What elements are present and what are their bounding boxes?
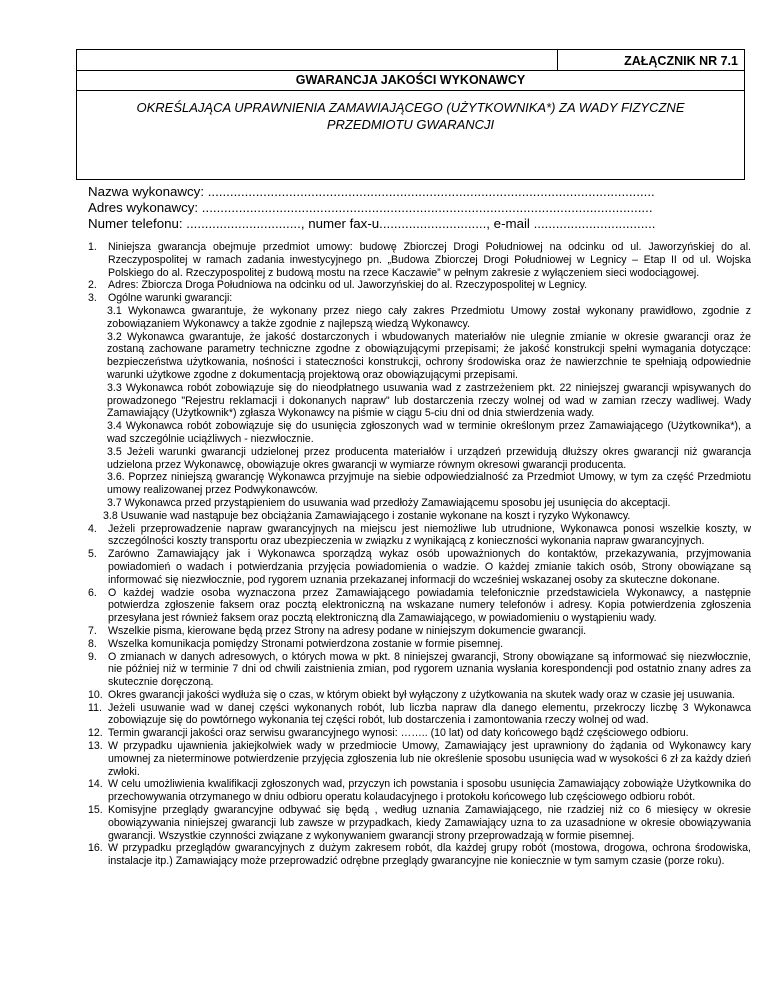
item-number: 1. [88,241,97,253]
item-number: 15. [88,804,103,817]
item-number: 13. [88,740,103,753]
sub-item: 3.1 Wykonawca gwarantuje, że wykonany przez niego cały zakres Przedmiotu Umowy został wykonany prawidłowo, zgodnie z zobowiązaniem Wykonawcy a także zgodnie z najlepszą wiedzą Wykonawcy. [107,304,751,330]
item-number: 6. [88,586,97,599]
sub-item: 3.5 Jeżeli warunki gwarancji udzielonej przez producenta materiałów i urządzeń przewidują dłuższy okres gwarancji niż gwarancja udzielona przez Wykonawcę, obowiązuje okres gwarancji w wymiarze równym okresowi gwarancji producenta. [107,445,751,471]
sub-item: 3.4 Wykonawca robót zobowiązuje się do usunięcia zgłoszonych wad w terminie określonym przez Zamawiającego (Użytkownika*), a wad szczególnie uciążliwych - niezwłocznie. [107,420,751,445]
attachment-label: ZAŁĄCZNIK NR 7.1 [624,54,738,68]
item-number: 12. [88,727,103,740]
item-text: W celu umożliwienia kwalifikacji zgłoszonych wad, przyczyn ich powstania i sposobu usunięcia Zamawiający zobowiąże Użytkownika do przechowywania otrzymanego w dniu odbioru operatu kolaudacyjnego i protokołu końcowego lub częściowego odbioru robót. [108,778,751,804]
divider [77,70,744,71]
item-text: Adres: Zbiorcza Droga Południowa na odcinku od ul. Jaworzyńskiej do al. Rzeczypospolitej w Legnicy. [108,279,588,292]
document-subtitle-line-1: OKREŚLAJĄCA UPRAWNIENIA ZAMAWIAJĄCEGO (UŻYTKOWNIKA*) ZA WADY FIZYCZNE [136,100,685,115]
list-item [88,689,751,702]
document-subtitle-line-2: PRZEDMIOTU GWARANCJI [326,117,495,132]
list-item [88,804,751,842]
contractor-address-line: Adres wykonawcy: .......................................................................................................................... [88,200,653,215]
list-item [88,241,751,279]
list-item [88,651,751,689]
sub-item: 3.6. Poprzez niniejszą gwarancję Wykonawca przyjmuje na siebie odpowiedzialność za Przedmiot Umowy, w tym za część Przedmiotu umowy realizowanej przez Podwykonawców. [107,471,751,497]
document-title: GWARANCJA JAKOŚCI WYKONAWCY [295,73,526,87]
list-item [88,638,751,651]
item-number: 10. [88,688,103,701]
item-number: 8. [88,637,97,650]
item-text: Komisyjne przeglądy gwarancyjne odbywać się będą , według uznania Zamawiającego, nie rzadziej niż co 6 miesięcy w okresie obowiązywania niniejszej gwarancji lub zawsze w przypadkach, kiedy Zamawiający uzna to za uzasadnione w okresie obowiązywania gwarancji. Wszystkie czynności związane z wykonywaniem gwarancji strony przeprowadzają w formie pisemnej. [108,804,751,842]
header-box [76,49,745,180]
item-number: 5. [88,548,97,561]
item-text: Zarówno Zamawiający jak i Wykonawca sporządzą wykaz osób upoważnionych do kontaktów, przekazywania, przyjmowania powiadomień o wadach i potwierdzania przyjęcia powiadomienia o wadzie. O każdej zmianie takich osób, Strony obowiązane są informować się niezwłocznie, pod rygorem uznania przekazanej informacji do wcześniej wskazanej osoby za skuteczne dokonane. [108,548,751,586]
sub-item: 3.2 Wykonawca gwarantuje, że jakość dostarczonych i wbudowanych materiałów nie ulegnie zmianie w okresie gwarancji oraz że zostaną zachowane parametry techniczne zgodne z obowiązującymi przepisami; że jakość konstrukcji spełni wymagania dotyczące: bezpieczeństwa użytkowania, nośności i stateczności konstrukcji, ochrony środowiska oraz że nawierzchnie te spełniają odpowiednie warunki użytkowe zgodne z dokumentacją projektową oraz obowiązującymi przepisami. [107,330,751,381]
list-item [88,740,751,778]
list-item [88,778,751,804]
list-item [88,279,751,292]
item-text: W przypadku ujawnienia jakiejkolwiek wady w przedmiocie Umowy, Zamawiający jest uprawniony do żądania od Wykonawcy kary umownej za nieterminowe potwierdzenie przyjęcia zgłoszenia lub nie określenie sposobu usunięcia wad w wysokości 6 zł za każdy dzień zwłoki. [108,740,751,778]
item-number: 7. [88,624,97,637]
item-number: 3. [88,292,97,305]
item-text: Ogólne warunki gwarancji: [108,292,233,305]
item-text: Okres gwarancji jakości wydłuża się o czas, w którym obiekt był wyłączony z użytkowania na skutek wady oraz w czasie jej usuwania. [108,688,736,701]
sub-item: 3.8 Usuwanie wad nastąpuje bez obciążania Zamawiającego i zostanie wykonane na koszt i ryzyko Wykonawcy. [103,509,631,522]
item-number: 14. [88,778,103,791]
item-text: Jeżeli przeprowadzenie napraw gwarancyjnych na miejscu jest niemożliwe lub utrudnione, Wykonawca ponosi wszelkie koszty, w szczególności koszty transportu oraz ubezpieczenia w związku z wynikającą z konieczności wykonania napraw gwarancyjnych. [108,522,751,548]
list-item [88,842,751,868]
list-item [88,292,751,305]
divider [557,50,558,70]
list-item [88,523,751,549]
item-number: 16. [88,842,103,855]
item-text: O zmianach w danych adresowych, o których mowa w pkt. 8 niniejszej gwarancji, Strony obowiązane są informować się niezwłocznie, nie później niż w terminie 7 dni od chwili zaistnienia zmian, pod rygorem uznania wysłania korespondencji pod ostatnio znany adres za skutecznie doręczoną. [108,650,751,689]
item-number: 4. [88,522,97,535]
list-item [88,702,751,728]
item-number: 9. [88,650,97,663]
divider [77,90,744,91]
contractor-name-line: Nazwa wykonawcy: ......................................................................................................................... [88,184,655,199]
item-number: 2. [88,279,97,292]
item-text: Niniejsza gwarancja obejmuje przedmiot umowy: budowę Zbiorczej Drogi Południowej na odcinku od ul. Jaworzyńskiej do al. Rzeczypospolitej w ramach zadania inwestycyjnego pn. „Budowa Zbiorczej Drogi Południowej w Legnicy – Etap II od ul. Wojska Polskiego do al. Rzeczypospolitej z budową mostu na rzece Kaczawie” w pełnym zakresie z wyłączeniem sieci wodociągowej. [108,241,751,279]
item-text: Wszelka komunikacja pomiędzy Stronami potwierdzona zostanie w formie pisemnej. [108,637,504,650]
list-item [88,587,751,625]
item-text: Termin gwarancji jakości oraz serwisu gwarancyjnego wynosi: …….. (10 lat) od daty końcowego bądź częściowego odbioru. [108,727,689,740]
list-item [88,625,751,638]
item-text: Wszelkie pisma, kierowane będą przez Strony na adresy podane w niniejszym dokumencie gwarancji. [108,624,587,637]
list-item [88,727,751,740]
item-text: Jeżeli usuwanie wad w danej części wykonanych robót, lub liczba napraw dla danego elementu, przekroczy liczbę 3 Wykonawca zobowiązuje się do powtórnego wykonania tej części robót, lub dostarczenia i zamontowania rzeczy wolnej od wad. [108,701,751,727]
list-item [88,548,751,586]
sub-item: 3.3 Wykonawca robót zobowiązuje się do nieodpłatnego usuwania wad z zastrzeżeniem pkt. 22 niniejszej gwarancji wpisywanych do prowadzonego "Rejestru reklamacji i dokonanych napraw" lub dostarczenia rzeczy wolnej od wad w zamian rzeczy wadliwej. Wady Zamawiający (Użytkownik*) zgłasza Wykonawcy na piśmie w ciągu 5-ciu dni od dnia stwierdzenia wady. [107,381,751,420]
sub-item: 3.7 Wykonawca przed przystąpieniem do usuwania wad przedłoży Zamawiającemu sposobu jej usunięcia do akceptacji. [107,496,671,509]
item-text: W przypadku przeglądów gwarancyjnych z dużym zakresem robót, dla każdej grupy robót (mostowa, drogowa, ochrona środowiska, instalacje itp.) Zamawiający może przeprowadzić odrębne przeglądy gwarancyjne nie koniecznie w tym samym czasie (porze roku). [108,842,751,868]
item-text: O każdej wadzie osoba wyznaczona przez Zamawiającego powiadamia telefonicznie przedstawiciela Wykonawcy, a następnie potwierdza zgłoszenie faksem oraz pocztą elektroniczną na wskazane numery telefonów i adresy. Kopia potwierdzenia zgłoszenia przesyłana jest również faksem oraz pocztą elektroniczną dla Zamawiającego, w powiadomieniu o wystąpieniu wady. [108,586,751,625]
item-number: 11. [88,701,102,714]
guarantee-body [88,241,751,868]
contractor-phone-line: Numer telefonu: ..............................., numer fax-u............................., e-mail ................................. [88,216,656,231]
